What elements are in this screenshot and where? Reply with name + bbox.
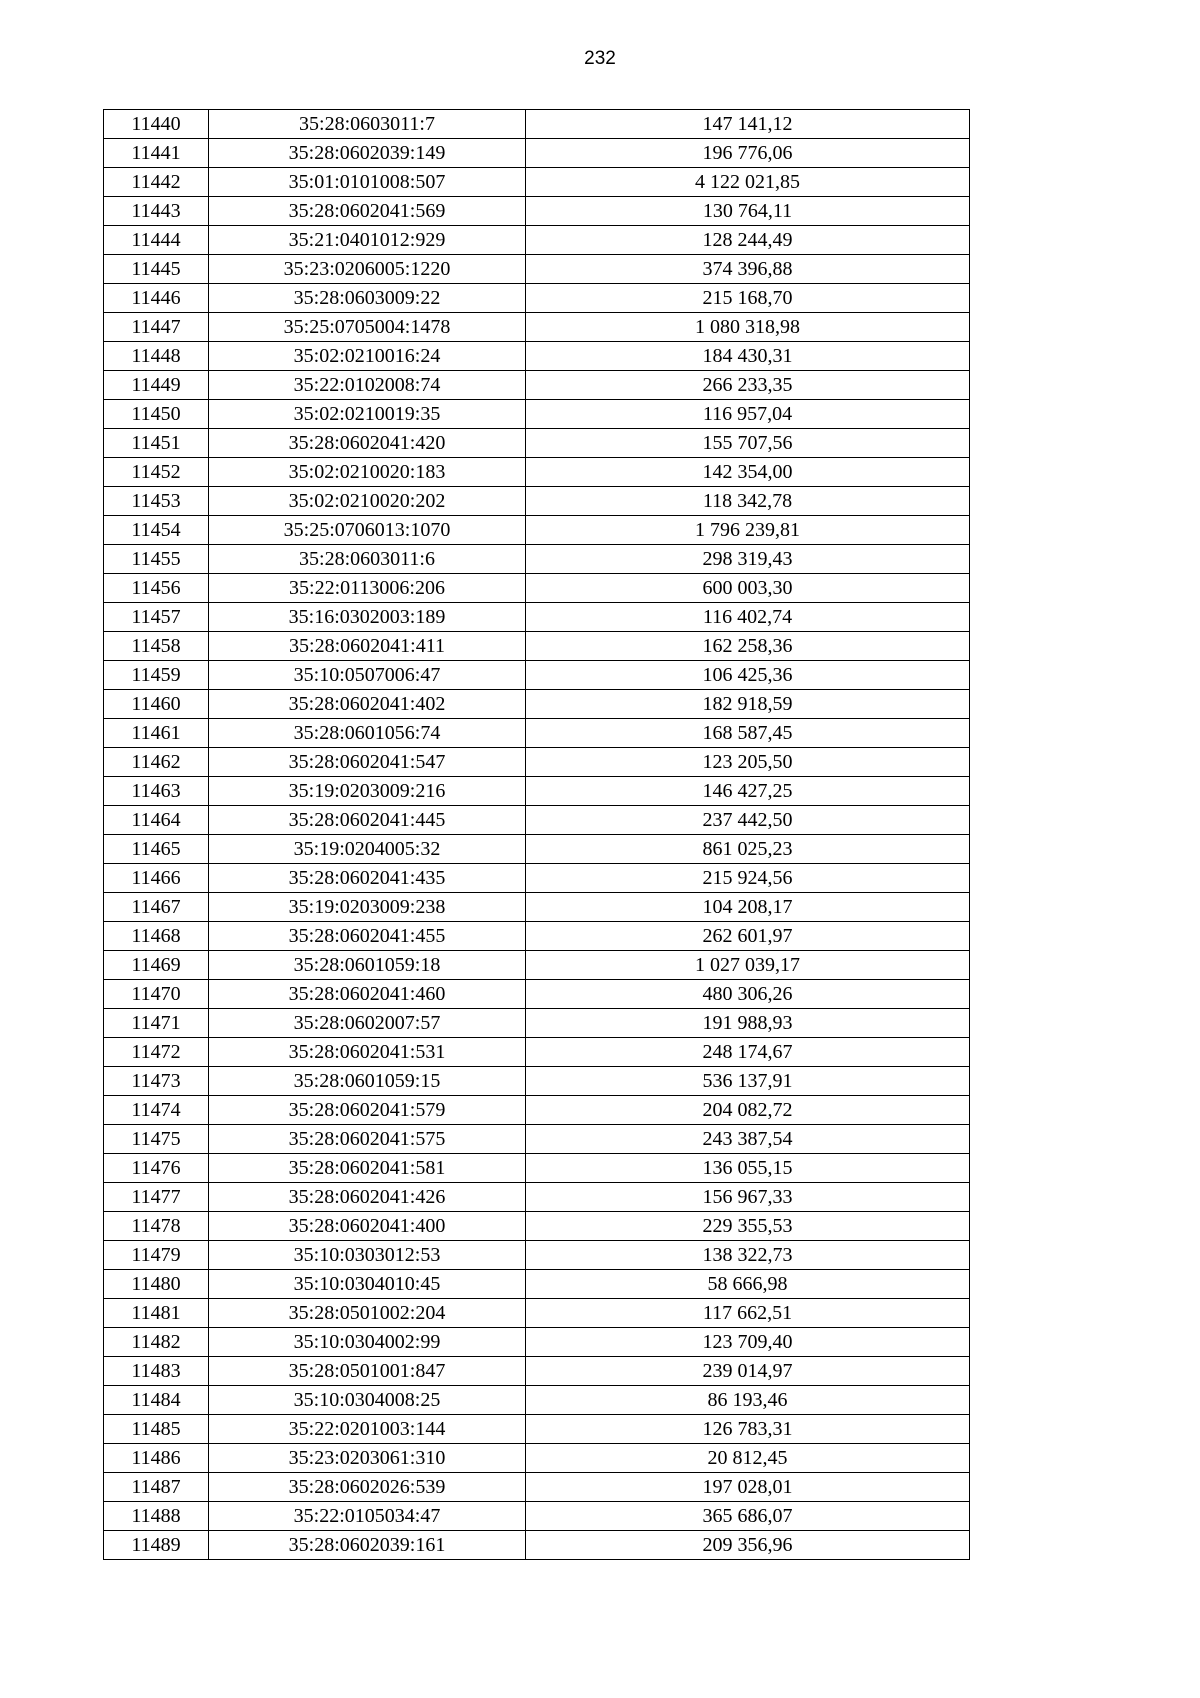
cadastral-number-cell: 35:19:0203009:238 [209, 893, 526, 922]
cadastral-number-cell: 35:28:0602039:149 [209, 139, 526, 168]
cadastral-value-cell: 128 244,49 [526, 226, 970, 255]
cadastral-value-cell: 209 356,96 [526, 1531, 970, 1560]
cadastral-value-cell: 123 205,50 [526, 748, 970, 777]
row-number-cell: 11488 [104, 1502, 209, 1531]
table-row [104, 1067, 970, 1096]
cadastral-value-cell: 138 322,73 [526, 1241, 970, 1270]
cadastral-number-cell: 35:28:0602041:402 [209, 690, 526, 719]
row-number-cell: 11455 [104, 545, 209, 574]
cadastral-number-cell: 35:28:0602041:445 [209, 806, 526, 835]
cadastral-value-cell: 104 208,17 [526, 893, 970, 922]
cadastral-number-cell: 35:28:0602041:460 [209, 980, 526, 1009]
cadastral-number-cell: 35:28:0602026:539 [209, 1473, 526, 1502]
table-row [104, 1357, 970, 1386]
cadastral-number-cell: 35:28:0602039:161 [209, 1531, 526, 1560]
table-row [104, 748, 970, 777]
cadastral-number-cell: 35:28:0601056:74 [209, 719, 526, 748]
row-number-cell: 11441 [104, 139, 209, 168]
cadastral-value-cell: 229 355,53 [526, 1212, 970, 1241]
cadastral-number-cell: 35:22:0201003:144 [209, 1415, 526, 1444]
cadastral-number-cell: 35:22:0113006:206 [209, 574, 526, 603]
cadastral-value-cell: 168 587,45 [526, 719, 970, 748]
cadastral-value-cell: 1 027 039,17 [526, 951, 970, 980]
row-number-cell: 11446 [104, 284, 209, 313]
row-number-cell: 11476 [104, 1154, 209, 1183]
table-row [104, 806, 970, 835]
cadastral-number-cell: 35:10:0304008:25 [209, 1386, 526, 1415]
row-number-cell: 11442 [104, 168, 209, 197]
row-number-cell: 11464 [104, 806, 209, 835]
table-row [104, 458, 970, 487]
table-body [104, 110, 970, 1560]
cadastral-value-cell: 106 425,36 [526, 661, 970, 690]
table-row [104, 632, 970, 661]
table-row [104, 284, 970, 313]
row-number-cell: 11470 [104, 980, 209, 1009]
cadastral-value-cell: 126 783,31 [526, 1415, 970, 1444]
cadastral-value-cell: 147 141,12 [526, 110, 970, 139]
cadastral-number-cell: 35:02:0210016:24 [209, 342, 526, 371]
row-number-cell: 11449 [104, 371, 209, 400]
cadastral-value-cell: 184 430,31 [526, 342, 970, 371]
cadastral-value-cell: 365 686,07 [526, 1502, 970, 1531]
cadastral-number-cell: 35:23:0206005:1220 [209, 255, 526, 284]
row-number-cell: 11451 [104, 429, 209, 458]
table-row [104, 719, 970, 748]
cadastral-value-cell: 1 080 318,98 [526, 313, 970, 342]
row-number-cell: 11458 [104, 632, 209, 661]
cadastral-value-cell: 262 601,97 [526, 922, 970, 951]
cadastral-number-cell: 35:21:0401012:929 [209, 226, 526, 255]
row-number-cell: 11484 [104, 1386, 209, 1415]
table-row [104, 1183, 970, 1212]
row-number-cell: 11443 [104, 197, 209, 226]
cadastral-number-cell: 35:28:0501001:847 [209, 1357, 526, 1386]
cadastral-number-cell: 35:28:0602041:435 [209, 864, 526, 893]
table-row [104, 1009, 970, 1038]
cadastral-value-cell: 123 709,40 [526, 1328, 970, 1357]
cadastral-number-cell: 35:19:0204005:32 [209, 835, 526, 864]
cadastral-value-cell: 142 354,00 [526, 458, 970, 487]
cadastral-value-cell: 136 055,15 [526, 1154, 970, 1183]
table-row [104, 835, 970, 864]
table-row [104, 371, 970, 400]
row-number-cell: 11465 [104, 835, 209, 864]
cadastral-value-cell: 58 666,98 [526, 1270, 970, 1299]
cadastral-number-cell: 35:28:0602041:581 [209, 1154, 526, 1183]
page-number: 232 [584, 48, 616, 69]
cadastral-number-cell: 35:28:0603009:22 [209, 284, 526, 313]
row-number-cell: 11474 [104, 1096, 209, 1125]
row-number-cell: 11462 [104, 748, 209, 777]
table-row [104, 168, 970, 197]
cadastral-number-cell: 35:10:0304010:45 [209, 1270, 526, 1299]
cadastral-value-cell: 248 174,67 [526, 1038, 970, 1067]
table-row [104, 1299, 970, 1328]
cadastral-number-cell: 35:28:0501002:204 [209, 1299, 526, 1328]
table-row [104, 139, 970, 168]
row-number-cell: 11483 [104, 1357, 209, 1386]
row-number-cell: 11440 [104, 110, 209, 139]
table-row [104, 1125, 970, 1154]
row-number-cell: 11481 [104, 1299, 209, 1328]
cadastral-value-cell: 116 402,74 [526, 603, 970, 632]
cadastral-value-cell: 600 003,30 [526, 574, 970, 603]
row-number-cell: 11452 [104, 458, 209, 487]
table-row [104, 1502, 970, 1531]
table-row [104, 690, 970, 719]
cadastral-value-cell: 162 258,36 [526, 632, 970, 661]
row-number-cell: 11486 [104, 1444, 209, 1473]
cadastral-number-cell: 35:28:0602041:569 [209, 197, 526, 226]
cadastral-number-cell: 35:28:0601059:15 [209, 1067, 526, 1096]
table-row [104, 197, 970, 226]
row-number-cell: 11477 [104, 1183, 209, 1212]
table-row [104, 1241, 970, 1270]
table-row [104, 1444, 970, 1473]
cadastral-value-cell: 1 796 239,81 [526, 516, 970, 545]
cadastral-number-cell: 35:02:0210019:35 [209, 400, 526, 429]
cadastral-value-cell: 298 319,43 [526, 545, 970, 574]
row-number-cell: 11475 [104, 1125, 209, 1154]
table-row [104, 400, 970, 429]
cadastral-value-cell: 237 442,50 [526, 806, 970, 835]
table-row [104, 1154, 970, 1183]
cadastral-number-cell: 35:28:0602041:579 [209, 1096, 526, 1125]
table-row [104, 922, 970, 951]
row-number-cell: 11459 [104, 661, 209, 690]
row-number-cell: 11468 [104, 922, 209, 951]
table-row [104, 603, 970, 632]
cadastral-value-cell: 116 957,04 [526, 400, 970, 429]
table-row [104, 226, 970, 255]
cadastral-value-cell: 156 967,33 [526, 1183, 970, 1212]
row-number-cell: 11471 [104, 1009, 209, 1038]
cadastral-value-cell: 196 776,06 [526, 139, 970, 168]
table-row [104, 545, 970, 574]
table-row [104, 777, 970, 806]
cadastral-number-cell: 35:01:0101008:507 [209, 168, 526, 197]
cadastral-value-cell: 182 918,59 [526, 690, 970, 719]
cadastral-value-cell: 20 812,45 [526, 1444, 970, 1473]
row-number-cell: 11469 [104, 951, 209, 980]
cadastral-number-cell: 35:25:0705004:1478 [209, 313, 526, 342]
cadastral-value-cell: 146 427,25 [526, 777, 970, 806]
cadastral-number-cell: 35:28:0603011:7 [209, 110, 526, 139]
cadastral-number-cell: 35:28:0602041:426 [209, 1183, 526, 1212]
row-number-cell: 11444 [104, 226, 209, 255]
cadastral-number-cell: 35:19:0203009:216 [209, 777, 526, 806]
table-row [104, 980, 970, 1009]
row-number-cell: 11482 [104, 1328, 209, 1357]
table-row [104, 1328, 970, 1357]
cadastral-number-cell: 35:16:0302003:189 [209, 603, 526, 632]
row-number-cell: 11480 [104, 1270, 209, 1299]
cadastral-value-cell: 86 193,46 [526, 1386, 970, 1415]
cadastral-number-cell: 35:10:0507006:47 [209, 661, 526, 690]
row-number-cell: 11447 [104, 313, 209, 342]
row-number-cell: 11485 [104, 1415, 209, 1444]
cadastral-number-cell: 35:22:0105034:47 [209, 1502, 526, 1531]
cadastral-value-cell: 130 764,11 [526, 197, 970, 226]
row-number-cell: 11487 [104, 1473, 209, 1502]
table-row [104, 1386, 970, 1415]
table-row [104, 1270, 970, 1299]
table-row [104, 1415, 970, 1444]
row-number-cell: 11454 [104, 516, 209, 545]
table-row [104, 110, 970, 139]
table-row [104, 313, 970, 342]
table-row [104, 342, 970, 371]
cadastral-value-cell: 374 396,88 [526, 255, 970, 284]
table-row [104, 487, 970, 516]
row-number-cell: 11445 [104, 255, 209, 284]
cadastral-value-cell: 191 988,93 [526, 1009, 970, 1038]
row-number-cell: 11448 [104, 342, 209, 371]
table-row [104, 1212, 970, 1241]
row-number-cell: 11489 [104, 1531, 209, 1560]
table-row [104, 893, 970, 922]
table-row [104, 1473, 970, 1502]
cadastral-value-cell: 197 028,01 [526, 1473, 970, 1502]
cadastral-number-cell: 35:22:0102008:74 [209, 371, 526, 400]
table-row [104, 255, 970, 284]
row-number-cell: 11453 [104, 487, 209, 516]
table-row [104, 574, 970, 603]
row-number-cell: 11450 [104, 400, 209, 429]
row-number-cell: 11460 [104, 690, 209, 719]
row-number-cell: 11473 [104, 1067, 209, 1096]
cadastral-number-cell: 35:28:0603011:6 [209, 545, 526, 574]
cadastral-value-cell: 4 122 021,85 [526, 168, 970, 197]
row-number-cell: 11472 [104, 1038, 209, 1067]
cadastral-value-table [103, 109, 970, 1560]
row-number-cell: 11461 [104, 719, 209, 748]
cadastral-number-cell: 35:25:0706013:1070 [209, 516, 526, 545]
cadastral-value-cell: 117 662,51 [526, 1299, 970, 1328]
cadastral-number-cell: 35:28:0602041:455 [209, 922, 526, 951]
row-number-cell: 11467 [104, 893, 209, 922]
table-row [104, 429, 970, 458]
cadastral-number-cell: 35:23:0203061:310 [209, 1444, 526, 1473]
table-row [104, 864, 970, 893]
cadastral-value-cell: 861 025,23 [526, 835, 970, 864]
cadastral-value-cell: 204 082,72 [526, 1096, 970, 1125]
cadastral-number-cell: 35:02:0210020:202 [209, 487, 526, 516]
cadastral-value-cell: 215 168,70 [526, 284, 970, 313]
cadastral-number-cell: 35:28:0602041:411 [209, 632, 526, 661]
cadastral-number-cell: 35:28:0601059:18 [209, 951, 526, 980]
cadastral-value-cell: 239 014,97 [526, 1357, 970, 1386]
cadastral-value-cell: 480 306,26 [526, 980, 970, 1009]
row-number-cell: 11457 [104, 603, 209, 632]
cadastral-number-cell: 35:28:0602007:57 [209, 1009, 526, 1038]
cadastral-number-cell: 35:02:0210020:183 [209, 458, 526, 487]
row-number-cell: 11478 [104, 1212, 209, 1241]
row-number-cell: 11463 [104, 777, 209, 806]
cadastral-number-cell: 35:28:0602041:400 [209, 1212, 526, 1241]
table-row [104, 516, 970, 545]
cadastral-number-cell: 35:28:0602041:420 [209, 429, 526, 458]
cadastral-number-cell: 35:28:0602041:547 [209, 748, 526, 777]
cadastral-number-cell: 35:28:0602041:575 [209, 1125, 526, 1154]
cadastral-value-cell: 243 387,54 [526, 1125, 970, 1154]
cadastral-number-cell: 35:10:0303012:53 [209, 1241, 526, 1270]
cadastral-value-cell: 118 342,78 [526, 487, 970, 516]
row-number-cell: 11466 [104, 864, 209, 893]
cadastral-number-cell: 35:28:0602041:531 [209, 1038, 526, 1067]
row-number-cell: 11479 [104, 1241, 209, 1270]
cadastral-number-cell: 35:10:0304002:99 [209, 1328, 526, 1357]
cadastral-value-cell: 536 137,91 [526, 1067, 970, 1096]
table-row [104, 1531, 970, 1560]
row-number-cell: 11456 [104, 574, 209, 603]
cadastral-value-cell: 215 924,56 [526, 864, 970, 893]
table-row [104, 661, 970, 690]
table-row [104, 1096, 970, 1125]
cadastral-value-cell: 155 707,56 [526, 429, 970, 458]
table-row [104, 951, 970, 980]
table-row [104, 1038, 970, 1067]
cadastral-value-cell: 266 233,35 [526, 371, 970, 400]
